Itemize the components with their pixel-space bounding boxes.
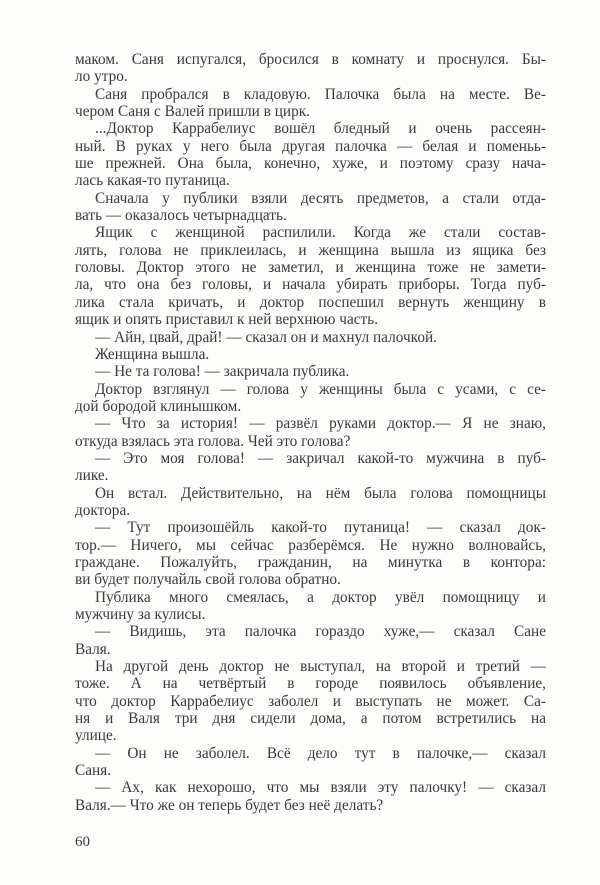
text-line: — Видишь, эта палочка гораздо хуже,— сказал Сане bbox=[95, 623, 546, 641]
text-line: тор.— Ничего, мы сейчас разберёмся. Не нужно волновайсь, bbox=[75, 536, 546, 554]
paragraph bbox=[75, 120, 546, 189]
text-line: лась какая-то путаница. bbox=[75, 172, 230, 190]
text-line: Публика много смеялась, а доктор увёл помощницу и bbox=[95, 588, 546, 606]
text-line: Саня пробрался в кладовую. Палочка была на месте. Ве- bbox=[95, 85, 546, 103]
text-line: ше прежней. Она была, конечно, хуже, и поэтому сразу нача- bbox=[75, 155, 546, 173]
text-line: — Что за история! — развёл руками доктор.— Я не знаю, bbox=[95, 415, 546, 433]
text-line: На другой день доктор не выступал, на второй и третий — bbox=[95, 658, 546, 676]
text-line: ня и Валя три дня сидели дома, а потом встретились на bbox=[75, 710, 546, 728]
text-line: ви будет получайль свой голова обратно. bbox=[75, 571, 341, 589]
text-line: Доктор взглянул — голова у женщины была с усами, с се- bbox=[95, 380, 546, 398]
paragraph bbox=[75, 779, 546, 814]
text-line: ло утро. bbox=[75, 68, 128, 86]
paragraph bbox=[75, 224, 546, 328]
text-line: Ящик с женщиной распилили. Когда же стали состав- bbox=[95, 224, 546, 242]
text-line: лика стала кричать, и доктор поспешил вернуть женщину в bbox=[75, 293, 546, 311]
text-line: тоже. А на четвёртый в городе появилось объявление, bbox=[75, 675, 546, 693]
paragraph bbox=[75, 86, 546, 121]
text-line: — Ах, как нехорошо, что мы взяли эту палочку! — сказал bbox=[95, 779, 546, 797]
text-line: улице. bbox=[75, 727, 117, 745]
text-line: граждане. Пожалуйть, гражданин, на минутка в контора: bbox=[75, 553, 546, 571]
text-line: мужчину за кулисы. bbox=[75, 606, 206, 623]
text-line: Он встал. Действительно, на нём была голова помощницы bbox=[95, 484, 546, 502]
paragraph bbox=[75, 363, 546, 380]
text-line: Сначала у публики взяли десять предметов, а стали отда- bbox=[95, 189, 546, 207]
text-line: доктора. bbox=[75, 501, 131, 519]
text-line: лике. bbox=[75, 467, 109, 485]
text-line: — Это моя голова! — закричал какой-то мужчина в пуб- bbox=[95, 449, 546, 467]
text-line: откуда взялась эта голова. Чей это голова? bbox=[75, 432, 351, 450]
text-line: Женщина вышла. bbox=[95, 345, 210, 363]
text-line: чером Саня с Валей пришли в цирк. bbox=[75, 103, 310, 121]
text-line: ный. В руках у него была другая палочка — белая и поменьь- bbox=[75, 137, 546, 155]
text-line: — Тут произошёйль какой-то путаница! — сказал док- bbox=[95, 519, 546, 537]
paragraph bbox=[75, 658, 546, 745]
paragraph bbox=[75, 415, 546, 450]
text-line: — Он не заболел. Всё дело тут в палочке,— сказал bbox=[95, 744, 546, 762]
text-line: маком. Саня испугался, бросился в комнату и проснулся. Бы- bbox=[75, 51, 546, 68]
text-line: вать — оказалось четырнадцать. bbox=[75, 207, 287, 225]
paragraph bbox=[75, 450, 546, 485]
paragraph bbox=[75, 623, 546, 658]
text-line: Валя. bbox=[75, 640, 111, 658]
text-line: что доктор Каррабелиус заболел и выступать не может. Са- bbox=[75, 692, 546, 710]
text-line: — Не та голова! — закричала публика. bbox=[95, 363, 350, 381]
text-line: ...Доктор Каррабелиус вошёл бледный и очень рассеян- bbox=[95, 120, 546, 138]
text-line: ла, что она без головы, и начала убирать приборы. Тогда пуб- bbox=[75, 276, 546, 294]
paragraph bbox=[75, 485, 546, 520]
paragraph bbox=[75, 51, 546, 86]
paragraph bbox=[75, 519, 546, 588]
paragraph bbox=[75, 329, 546, 346]
paragraph bbox=[75, 190, 546, 225]
text-line: Саня. bbox=[75, 762, 112, 780]
text-line: Валя.— Что же он теперь будет без неё делать? bbox=[75, 796, 384, 814]
text-line: — Айн, цвай, драй! — сказал он и махнул палочкой. bbox=[95, 328, 437, 346]
paragraph bbox=[75, 346, 546, 363]
body-text bbox=[75, 51, 546, 814]
paragraph bbox=[75, 589, 546, 624]
text-line: лять, голова не приклеилась, и женщина вышла из ящика без bbox=[75, 241, 546, 259]
text-line: ящик и опять приставил к ней верхнюю часть. bbox=[75, 311, 379, 329]
text-line: головы. Доктор этого не заметил, и женщина тоже не замети- bbox=[75, 259, 546, 277]
paragraph bbox=[75, 745, 546, 780]
paragraph bbox=[75, 381, 546, 416]
text-line: дой бородой клинышком. bbox=[75, 397, 242, 415]
page-number: 60 bbox=[75, 834, 90, 850]
